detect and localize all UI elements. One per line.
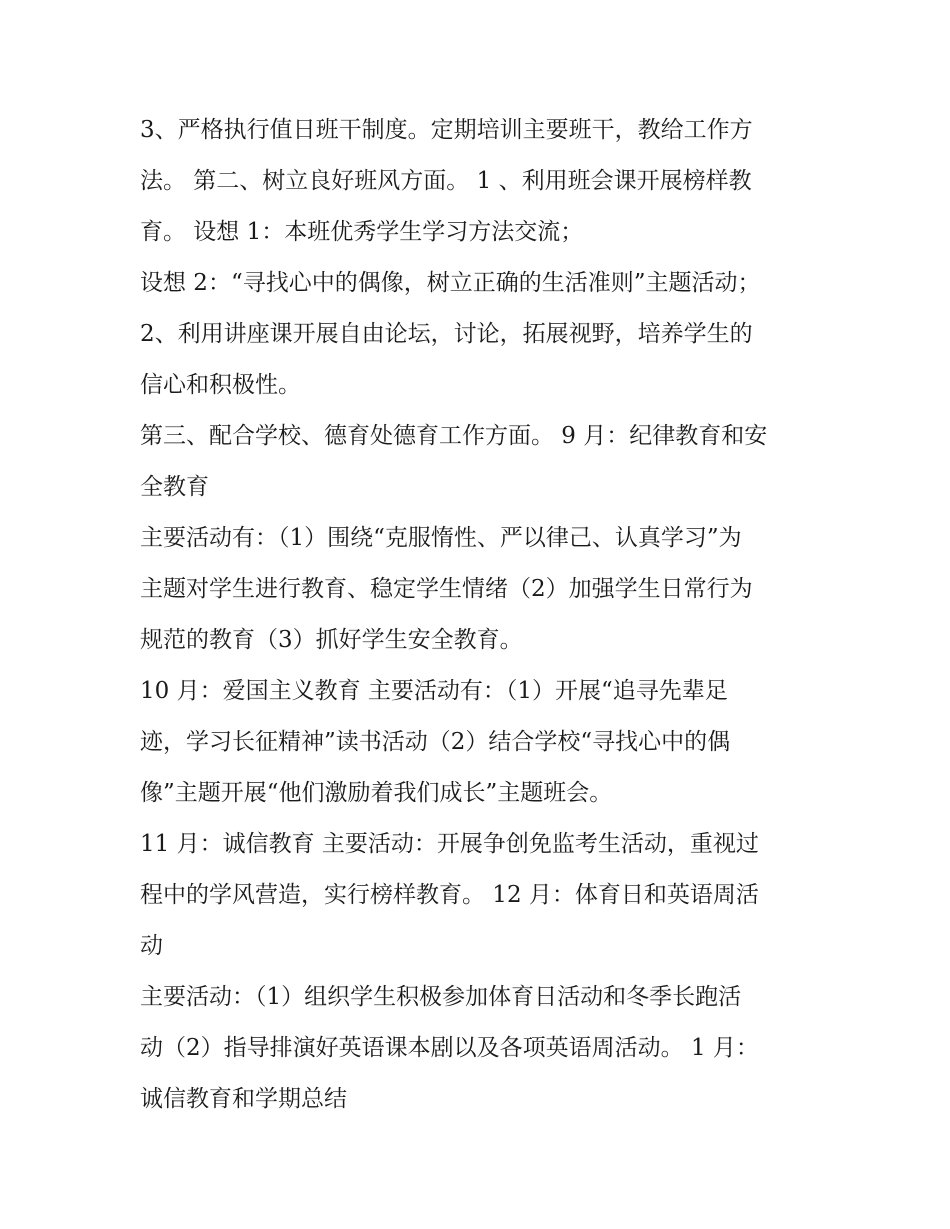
text-line: 主题对学生进行教育、稳定学生情绪（2）加强学生日常行为 (140, 576, 753, 602)
text-line: 主要活动有：（1）围绕“克服惰性、严以律己、认真学习”为 (140, 525, 742, 551)
text-line: 设想 2：“寻找心中的偶像，树立正确的生活准则”主题活动； (140, 270, 761, 296)
text-line: 11 月：诚信教育 主要活动：开展争创免监考生活动，重视过 (140, 831, 759, 857)
text-line: 2、利用讲座课开展自由论坛，讨论，拓展视野，培养学生的 (140, 321, 753, 347)
text-line: 3、严格执行值日班干制度。定期培训主要班干，教给工作方 (140, 117, 753, 143)
text-line: 程中的学风营造，实行榜样教育。 12 月：体育日和英语周活 (140, 882, 759, 908)
text-line: 动 (140, 933, 163, 959)
text-line: 迹，学习长征精神”读书活动（2）结合学校“寻找心中的偶 (140, 729, 731, 755)
document-body (140, 105, 820, 1125)
text-line: 第三、配合学校、德育处德育工作方面。 9 月：纪律教育和安 (140, 423, 768, 449)
text-line: 全教育 (140, 474, 209, 500)
text-line: 法。 第二、树立良好班风方面。 1 、利用班会课开展榜样教 (140, 168, 752, 194)
text-line: 10 月：爱国主义教育 主要活动有：（1）开展“追寻先辈足 (140, 678, 728, 704)
text-line: 主要活动：（1）组织学生积极参加体育日活动和冬季长跑活 (140, 984, 742, 1010)
text-line: 动（2）指导排演好英语课本剧以及各项英语周活动。 1 月： (140, 1035, 759, 1061)
text-line: 诚信教育和学期总结 (140, 1086, 347, 1112)
text-line: 信心和积极性。 (140, 372, 301, 398)
text-line: 像”主题开展“他们激励着我们成长”主题班会。 (140, 780, 613, 806)
text-line: 育。 设想 1：本班优秀学生学习方法交流； (140, 219, 584, 245)
text-line: 规范的教育（3）抓好学生安全教育。 (140, 627, 523, 653)
